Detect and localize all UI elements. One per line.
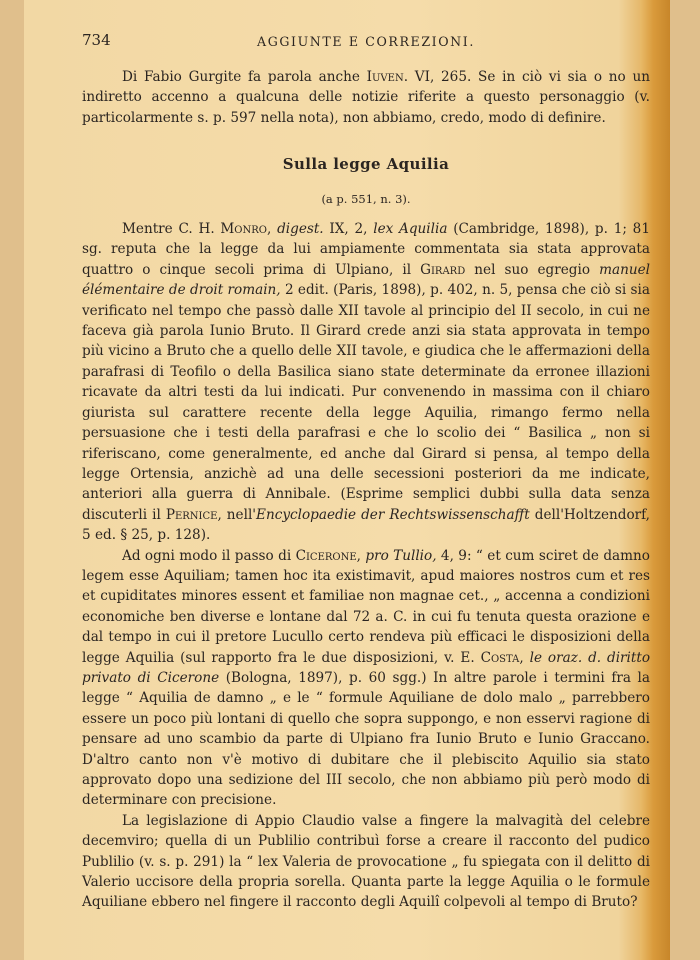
running-head-title: AGGIUNTE E CORREZIONI. [257,34,475,49]
body-paragraph-3: La legislazione di Appio Claudio valse a fingere la malvagità del celebre decemviro; quella di un Publilio contribuì forse a creare il racconto del pudico Publilio (v. s. p. 291) la “ lex Valeria de provocatione „ fu spiegata con il delitto di Valerio uccisore della propria sorella. Quanta parte la legge Aquilia o le formule Aquiliane ebbero nel fingere il racconto degli Aquilî colpevoli al tempo di Bruto? [82,812,650,911]
book-page [24,0,670,960]
running-head [82,30,650,56]
page-number: 734 [82,31,111,49]
section-title: Sulla legge Aquilia [282,155,450,174]
body-paragraph-1: Mentre C. H. Monro, digest. IX, 2, lex Aquilia (Cambridge, 1898), p. 1; 81 sg. reputa che la legge da lui ampiamente commentata sia stata approvata quattro o cinque secoli prima di Ulpiano, il Girard nel suo egregio manuel élémentaire de droit romain, 2 edit. (Paris, 1898), p. 402, n. 5, pensa che ciò si sia verificato nel tempo che passò dalle XII tavole al principio del II secolo, in cui ne faceva già parola Iunio Bruto. Il Girard crede anzi sia stata approvata in tempo più vicino a Bruto che a quello delle XII tavole, e giudica che le affermazioni della parafrasi di Teofilo o della Basilica siano state determinate da erronee illazioni ricavate da altri testi da lui indicati. Pur convenendo in massima con il chiaro giurista sul carattere recente della legge Aquilia, rimango fermo nella persuasione che i testi della parafrasi e che lo scolio dei “ Basilica „ non si riferiscano, come generalmente, ed anche dal Girard si pensa, al tempo della legge Ortensia, anzichè ad una delle secessioni posteriori da me indicate, anteriori alla guerra di Annibale. (Esprime semplici dubbi sulla data senza discuterli il Pernice, nell'Encyclopaedie der Rechtswissenschafft dell'Holtzendorf, 5 ed. § 25, p. 128). [82,221,650,544]
body-paragraph-2: Ad ogni modo il passo di Cicerone, pro Tullio, 4, 9: “ et cum sciret de damno legem esse Aquiliam; tamen hoc ita existimavit, apud maiores nostros cum et res et cupiditates minores essent et familiae non magnae cet., „ accenna a condizioni economiche ben diverse e lontane dal 72 a. C. in cui fu tenuta questa orazione e dal tempo in cui il pretore Lucullo certo rendeva più efficaci le disposizioni della legge Aquilia (sul rapporto fra le due disposizioni, v. E. Costa, le oraz. d. diritto privato di Cicerone (Bologna, 1897), p. 60 sgg.) In altre parole i termini fra la legge “ Aquilia de damno „ e le “ formule Aquiliane de dolo malo „ parrebbero essere un poco più lontani di quello che sopra suppongo, e non esservi ragione di pensare ad uno scambio da parte di Ulpiano fra Iunio Bruto e Iunio Graccano. D'altro canto non v'è motivo di dubitare che il plebiscito Aquilio sia stato approvato dopo una sedizione del III secolo, che non abbiamo più però modo di determinare con precisione. [82,547,651,809]
page-content [82,30,650,913]
section-reference: (a p. 551, n. 3). [321,191,411,206]
lead-paragraph: Di Fabio Gurgite fa parola anche Iuven. VI, 265. Se in ciò vi sia o no un indiretto accenno a qualcuna delle notizie riferite a questo personaggio (v. particolarmente s. p. 597 nella nota), non abbiamo, credo, modo di definire. [82,69,650,126]
